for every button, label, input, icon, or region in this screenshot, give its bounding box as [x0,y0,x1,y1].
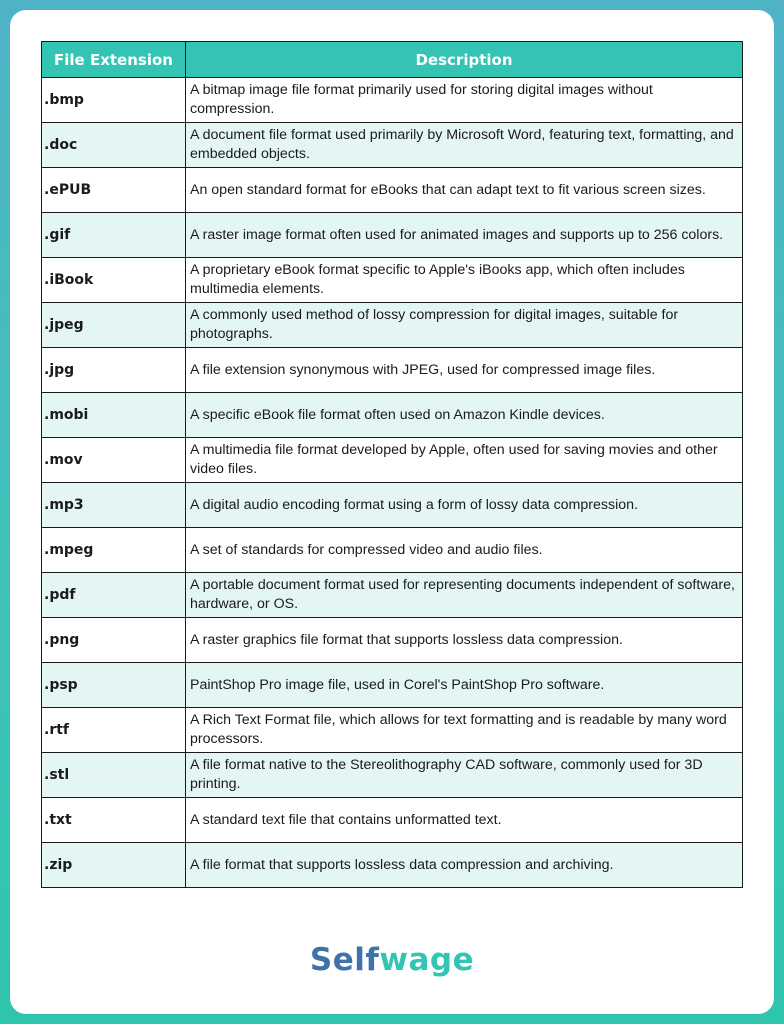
table-row [42,708,743,753]
selfwage-logo [10,942,774,978]
description-cell: A file format native to the Stereolithography CAD software, commonly used for 3D printing. [186,753,743,798]
table-row [42,663,743,708]
description-cell: A Rich Text Format file, which allows for text formatting and is readable by many word processors. [186,708,743,753]
table-row [42,798,743,843]
logo-text-self: Self [309,942,380,978]
table-body [42,78,743,888]
extension-cell: .stl [42,753,186,798]
description-cell: A digital audio encoding format using a form of lossy data compression. [186,483,743,528]
extension-cell: .pdf [42,573,186,618]
extension-cell: .gif [42,213,186,258]
header-file-extension: File Extension [42,42,186,78]
description-cell: PaintShop Pro image file, used in Corel's PaintShop Pro software. [186,663,743,708]
extension-cell: .txt [42,798,186,843]
table-row [42,528,743,573]
table-row [42,348,743,393]
table-row [42,258,743,303]
description-cell: A raster image format often used for animated images and supports up to 256 colors. [186,213,743,258]
extension-cell: .rtf [42,708,186,753]
description-cell: A raster graphics file format that supports lossless data compression. [186,618,743,663]
table-row [42,123,743,168]
header-description: Description [186,42,743,78]
extension-cell: .bmp [42,78,186,123]
table-row [42,303,743,348]
description-cell: A file extension synonymous with JPEG, used for compressed image files. [186,348,743,393]
extension-cell: .png [42,618,186,663]
extension-cell: .mpeg [42,528,186,573]
description-cell: A file format that supports lossless data compression and archiving. [186,843,743,888]
description-cell: A commonly used method of lossy compression for digital images, suitable for photographs. [186,303,743,348]
file-extension-table [41,41,743,888]
table-row [42,483,743,528]
table-row [42,168,743,213]
table-row [42,438,743,483]
logo-text-wage: wage [379,942,475,978]
table-row [42,393,743,438]
extension-cell: .psp [42,663,186,708]
extension-cell: .jpeg [42,303,186,348]
table-row [42,573,743,618]
table-row [42,843,743,888]
extension-cell: .mp3 [42,483,186,528]
extension-cell: .ePUB [42,168,186,213]
extension-cell: .iBook [42,258,186,303]
extension-cell: .zip [42,843,186,888]
extension-cell: .mov [42,438,186,483]
content-card [10,10,774,1014]
description-cell: A standard text file that contains unformatted text. [186,798,743,843]
description-cell: A portable document format used for representing documents independent of software, hardware, or OS. [186,573,743,618]
extension-cell: .doc [42,123,186,168]
description-cell: An open standard format for eBooks that can adapt text to fit various screen sizes. [186,168,743,213]
description-cell: A specific eBook file format often used on Amazon Kindle devices. [186,393,743,438]
extension-cell: .jpg [42,348,186,393]
description-cell: A proprietary eBook format specific to Apple's iBooks app, which often includes multimedia elements. [186,258,743,303]
table-header-row [42,42,743,78]
description-cell: A bitmap image file format primarily used for storing digital images without compression. [186,78,743,123]
table-row [42,753,743,798]
description-cell: A multimedia file format developed by Apple, often used for saving movies and other video files. [186,438,743,483]
description-cell: A document file format used primarily by Microsoft Word, featuring text, formatting, and embedded objects. [186,123,743,168]
table-row [42,213,743,258]
table-row [42,78,743,123]
table-row [42,618,743,663]
description-cell: A set of standards for compressed video and audio files. [186,528,743,573]
extension-cell: .mobi [42,393,186,438]
